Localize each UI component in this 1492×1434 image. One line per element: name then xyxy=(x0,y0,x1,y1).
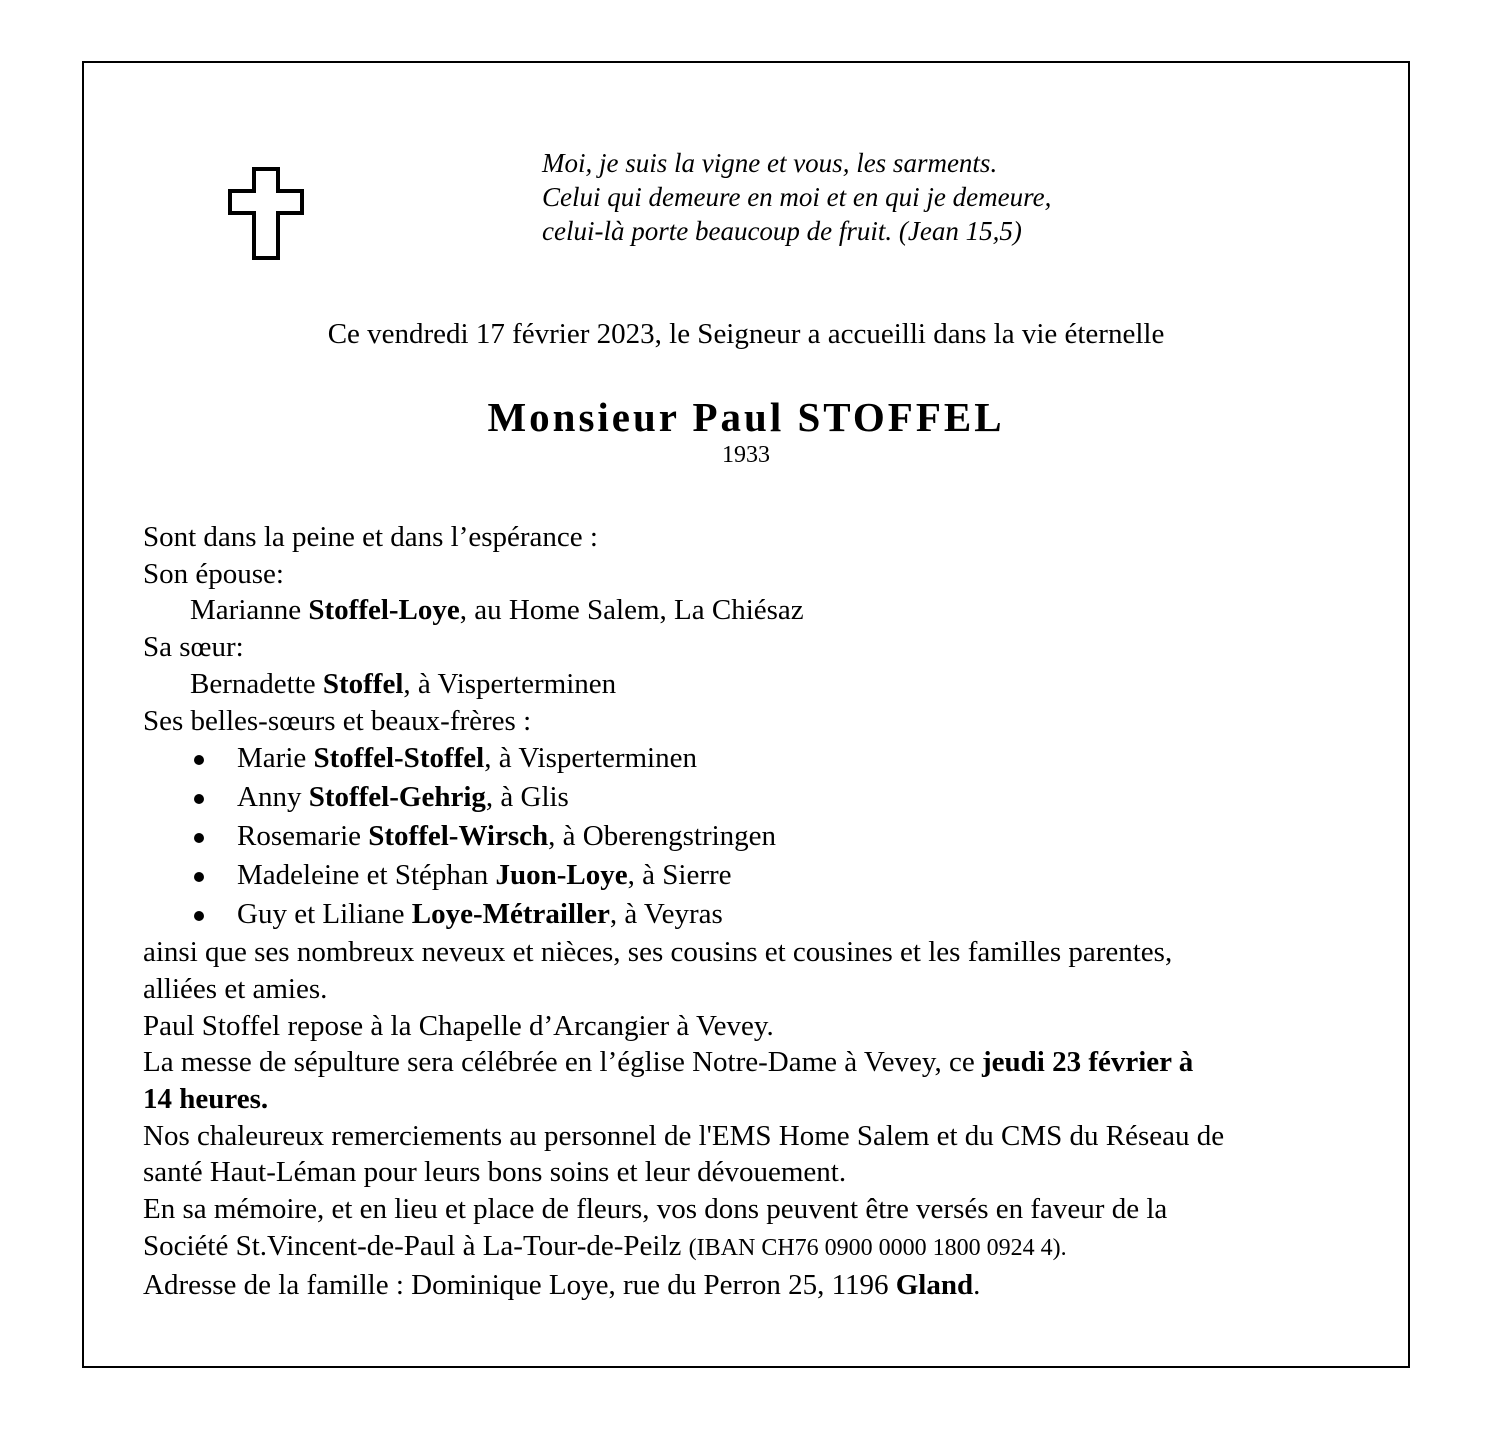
verse-line-1: Moi, je suis la vigne et vous, les sarments. xyxy=(542,148,998,178)
repose-notice: Paul Stoffel repose à la Chapelle d’Arcangier à Vevey. xyxy=(143,1009,774,1042)
spouse-last-name: Stoffel-Loye xyxy=(308,594,460,627)
inlaw-last-name: Loye-Métrailler xyxy=(411,898,610,931)
verse-line-2: Celui qui demeure en moi et en qui je demeure, xyxy=(542,182,1052,212)
list-item xyxy=(143,856,1343,895)
address-text: Adresse de la famille : Dominique Loye, rue du Perron 25, 1196 xyxy=(143,1268,896,1301)
spouse-first-name: Marianne xyxy=(190,594,309,627)
relatives-line-2: alliées et amies. xyxy=(143,972,328,1005)
bullet-icon xyxy=(194,794,204,804)
address-city: Gland xyxy=(895,1268,974,1301)
intro-text: Ce vendredi 17 février 2023, le Seigneur a accueilli dans la vie éternelle xyxy=(327,318,1165,350)
inlaw-place: , à Glis xyxy=(485,781,569,814)
thanks-line-1: Nos chaleureux remerciements au personnel de l'EMS Home Salem et du CMS du Réseau de xyxy=(143,1119,1225,1152)
donation-recipient: Société St.Vincent-de-Paul à La-Tour-de-Peilz xyxy=(143,1229,689,1262)
sister-last-name: Stoffel xyxy=(322,667,404,700)
inlaw-place: , à Visperterminen xyxy=(484,742,697,775)
spouse-label: Son épouse: xyxy=(143,557,284,590)
bullet-icon xyxy=(194,755,204,765)
verse-line-3: celui-là porte beaucoup de fruit. (Jean 15,5) xyxy=(542,216,1022,246)
sister-label: Sa sœur: xyxy=(143,631,244,664)
inlaw-last-name: Stoffel-Wirsch xyxy=(368,820,549,853)
sister-entry xyxy=(143,666,1343,703)
list-item xyxy=(143,739,1343,778)
mourners-heading: Sont dans la peine et dans l’espérance : xyxy=(143,521,598,553)
bullet-icon xyxy=(194,872,204,882)
donation-iban: (IBAN CH76 0900 0000 1800 0924 4). xyxy=(688,1234,1067,1261)
inlaw-first-name: Madeleine et Stéphan xyxy=(237,859,496,892)
inlaw-first-name: Guy et Liliane xyxy=(237,898,412,931)
mass-date-part-1: jeudi 23 février à xyxy=(981,1046,1194,1079)
mass-date-part-2: 14 heures. xyxy=(143,1083,269,1116)
sister-place: , à Visperterminen xyxy=(403,667,617,700)
latin-cross-icon xyxy=(228,167,304,260)
inlaw-place: , à Veyras xyxy=(609,898,723,931)
inlaws-label: Ses belles-sœurs et beaux-frères : xyxy=(143,704,532,737)
inlaw-first-name: Marie xyxy=(237,742,314,775)
notice-body xyxy=(143,519,1343,1303)
bullet-icon xyxy=(194,833,204,843)
inlaw-last-name: Stoffel-Gehrig xyxy=(308,781,486,814)
list-item xyxy=(143,895,1343,934)
thanks-line-2: santé Haut-Léman pour leurs bons soins et leur dévouement. xyxy=(143,1156,847,1189)
inlaw-place: , à Sierre xyxy=(627,859,732,892)
bullet-icon xyxy=(194,911,204,921)
list-item xyxy=(143,778,1343,817)
mass-text: La messe de sépulture sera célébrée en l’église Notre-Dame à Vevey, ce xyxy=(143,1046,982,1079)
donation-line-2 xyxy=(143,1228,1343,1267)
mass-notice xyxy=(143,1044,1343,1081)
mass-notice-cont xyxy=(143,1081,1343,1118)
inlaw-last-name: Stoffel-Stoffel xyxy=(313,742,485,775)
deceased-year: 1933 xyxy=(722,442,770,468)
relatives-line-1: ainsi que ses nombreux neveux et nièces, ses cousins et cousines et les familles parentes, xyxy=(143,936,1173,969)
inlaws-list xyxy=(143,739,1343,934)
family-address xyxy=(143,1267,1343,1304)
spouse-place: , au Home Salem, La Chiésaz xyxy=(459,594,804,627)
spouse-entry xyxy=(143,592,1343,629)
list-item xyxy=(143,817,1343,856)
bible-verse xyxy=(542,146,1051,248)
address-end: . xyxy=(973,1268,981,1301)
sister-first-name: Bernadette xyxy=(190,667,323,700)
deceased-name: Monsieur Paul STOFFEL xyxy=(487,394,1005,440)
inlaw-last-name: Juon-Loye xyxy=(495,859,628,892)
inlaw-first-name: Rosemarie xyxy=(237,820,369,853)
donation-line-1: En sa mémoire, et en lieu et place de fleurs, vos dons peuvent être versés en faveur de la xyxy=(143,1193,1168,1226)
inlaw-place: , à Oberengstringen xyxy=(548,820,777,853)
inlaw-first-name: Anny xyxy=(237,781,309,814)
